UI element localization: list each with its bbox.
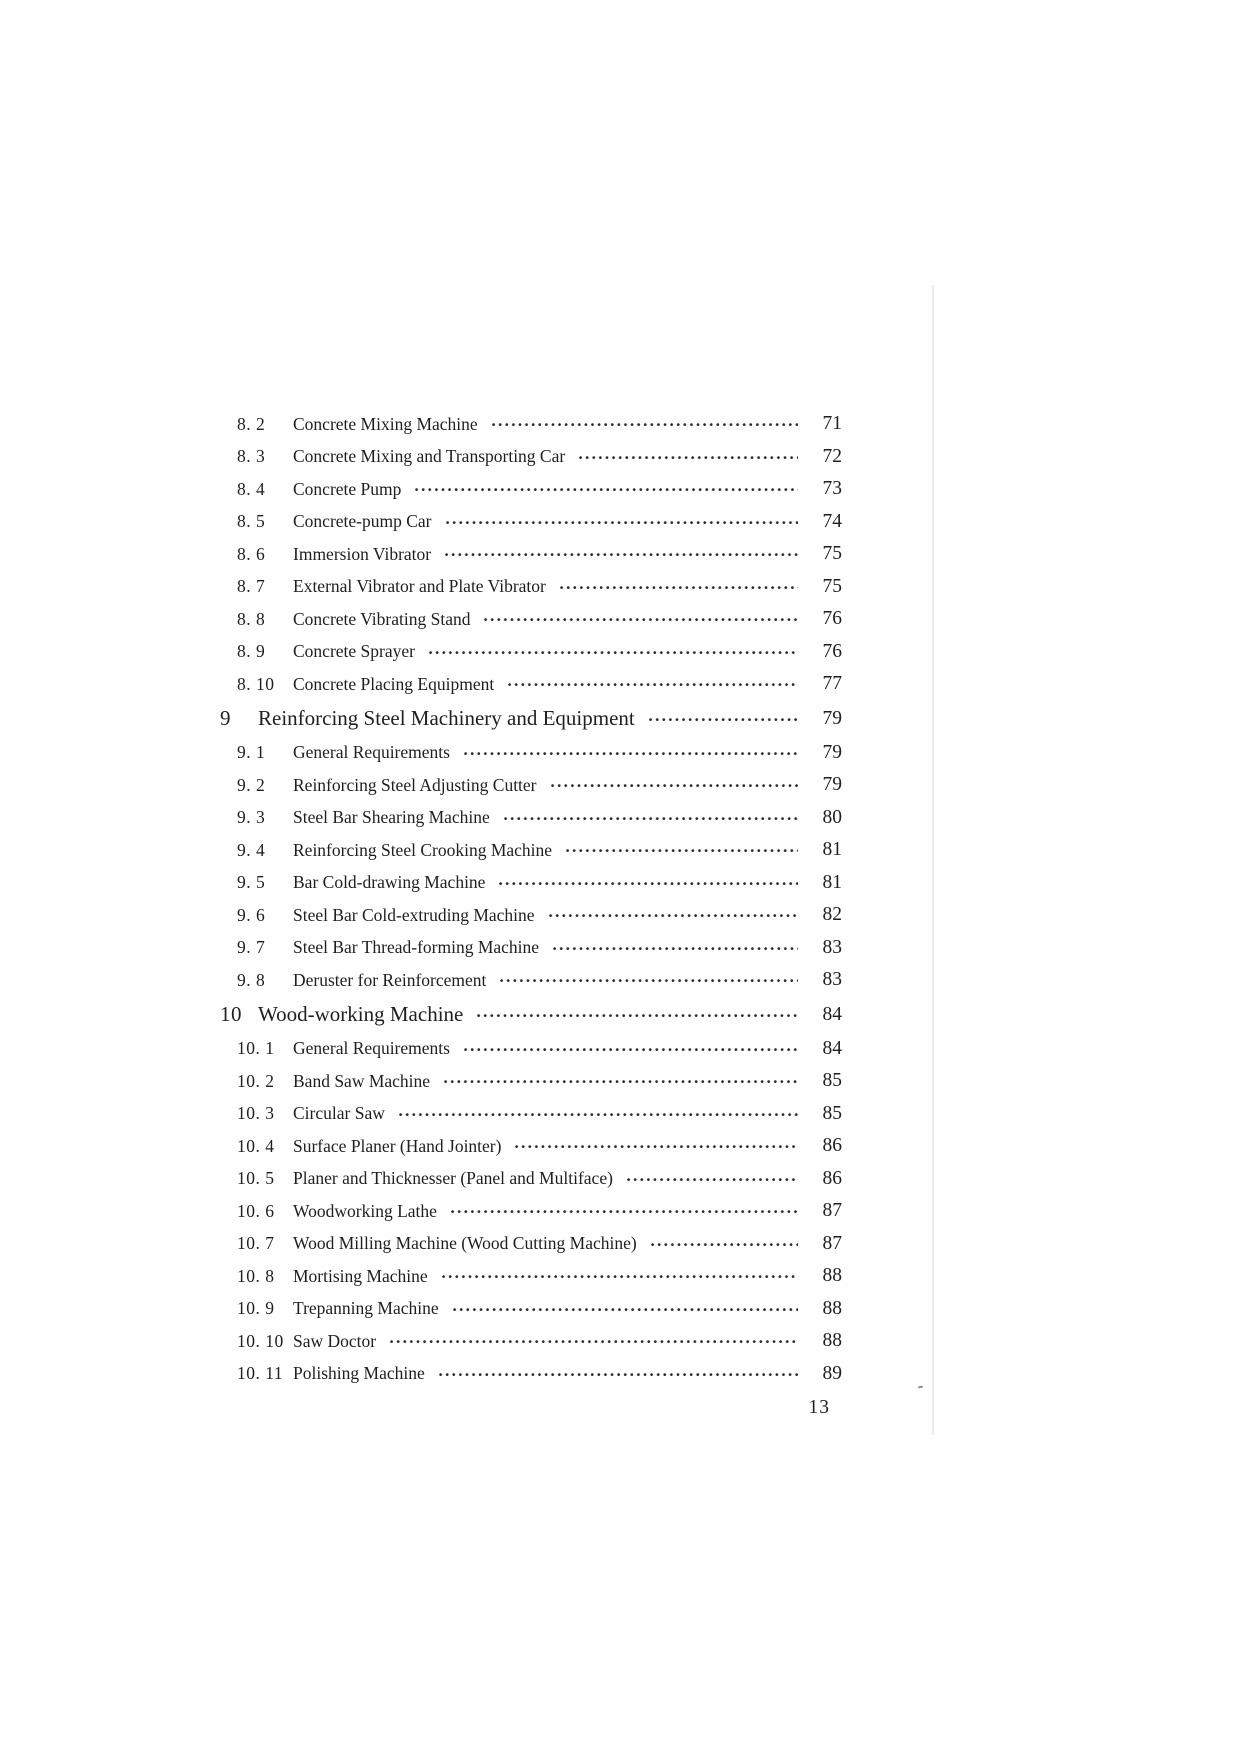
toc-entry-page: 75 <box>822 543 842 565</box>
toc-entry-page: 80 <box>822 806 842 828</box>
toc-entry-title: General Requirements <box>293 742 450 763</box>
toc-entry-page: 79 <box>822 707 842 729</box>
toc-entry-row <box>220 408 842 441</box>
toc-entry-row <box>220 802 842 835</box>
toc-entry-title: Deruster for Reinforcement <box>293 969 487 990</box>
toc-entry-title: Reinforcing Steel Adjusting Cutter <box>293 774 537 795</box>
toc-entry-title: Steel Bar Shearing Machine <box>293 807 490 828</box>
dotted-leader <box>508 683 798 687</box>
scan-speck-artifact <box>918 1386 923 1389</box>
toc-entry-number: 10. 1 <box>237 1038 275 1059</box>
dotted-leader <box>499 882 798 886</box>
toc-entry-number: 8. 7 <box>237 576 266 597</box>
toc-entry-page: 87 <box>822 1200 842 1222</box>
toc-entry-row <box>220 636 842 669</box>
toc-entry-title: Polishing Machine <box>293 1363 425 1384</box>
dotted-leader <box>649 718 798 722</box>
toc-entry-row <box>220 538 842 571</box>
toc-entry-page: 88 <box>822 1265 842 1287</box>
toc-entry-row <box>220 1325 842 1358</box>
toc-entry-page: 76 <box>822 608 842 630</box>
toc-entry-number: 8. 9 <box>237 641 266 662</box>
toc-entry-page: 88 <box>822 1330 842 1352</box>
toc-entry-number: 9. 4 <box>237 839 266 860</box>
toc-entry-title: Band Saw Machine <box>293 1070 431 1091</box>
toc-entry-page: 84 <box>822 1037 842 1059</box>
toc-entry-page: 86 <box>822 1167 842 1189</box>
toc-entry-row <box>220 1195 842 1228</box>
toc-entry-number: 9. 3 <box>237 807 266 828</box>
toc-entry-page: 79 <box>822 741 842 763</box>
toc-entry-title: Mortising Machine <box>293 1265 428 1286</box>
toc-entry-title: Wood-working Machine <box>258 1002 464 1026</box>
toc-entry-row <box>220 701 842 737</box>
toc-entry-row <box>220 867 842 900</box>
toc-entry-row <box>220 1098 842 1131</box>
toc-entry-page: 77 <box>822 673 842 695</box>
dotted-leader <box>553 947 798 951</box>
toc-entry-page: 82 <box>822 904 842 926</box>
toc-entry-page: 73 <box>822 478 842 500</box>
toc-entry-row <box>220 668 842 701</box>
toc-entry-row <box>220 1293 842 1326</box>
toc-entry-row <box>220 1260 842 1293</box>
toc-entry-number: 10. 2 <box>237 1070 275 1091</box>
toc-entry-title: Reinforcing Steel Crooking Machine <box>293 839 553 860</box>
toc-entry-title: General Requirements <box>293 1038 450 1059</box>
dotted-leader <box>515 1145 798 1149</box>
dotted-leader <box>549 914 798 918</box>
toc-entry-row <box>220 506 842 539</box>
toc-entry-number: 9. 1 <box>237 742 266 763</box>
toc-entry-row <box>220 1163 842 1196</box>
toc-entry-page: 74 <box>822 510 842 532</box>
dotted-leader <box>429 651 798 655</box>
toc-entry-number: 9. 8 <box>237 969 266 990</box>
toc-entry-number: 10. 10 <box>237 1330 284 1351</box>
dotted-leader <box>560 586 798 590</box>
toc-entry-number: 9. 7 <box>237 937 266 958</box>
toc-entry-title: External Vibrator and Plate Vibrator <box>293 576 546 597</box>
toc-entry-number: 9. 6 <box>237 904 266 925</box>
toc-entry-row <box>220 932 842 965</box>
dotted-leader <box>444 1080 798 1084</box>
toc-entry-number: 10. 4 <box>237 1135 275 1156</box>
toc-entry-page: 85 <box>822 1102 842 1124</box>
toc-entry-title: Concrete Mixing and Transporting Car <box>293 446 566 467</box>
toc-entry-row <box>220 834 842 867</box>
toc-entry-row <box>220 1228 842 1261</box>
dotted-leader <box>551 784 798 788</box>
toc-entry-number: 8. 3 <box>237 446 266 467</box>
dotted-leader <box>439 1373 798 1377</box>
toc-entry-row <box>220 1033 842 1066</box>
toc-entry-row <box>220 603 842 636</box>
toc-entry-title: Immersion Vibrator <box>293 543 432 564</box>
toc-entry-number: 8. 8 <box>237 608 266 629</box>
dotted-leader <box>453 1308 798 1312</box>
toc-entry-number: 9. 5 <box>237 872 266 893</box>
toc-entry-number: 8. 5 <box>237 511 266 532</box>
toc-entry-page: 86 <box>822 1135 842 1157</box>
dotted-leader <box>442 1275 798 1279</box>
dotted-leader <box>579 456 798 460</box>
folio-page-number: 13 <box>808 1397 830 1418</box>
dotted-leader <box>445 553 798 557</box>
dotted-leader <box>500 979 798 983</box>
toc-entry-page: 76 <box>822 640 842 662</box>
dotted-leader <box>464 752 798 756</box>
toc-entry-page: 71 <box>822 413 842 435</box>
toc-entry-number: 10 <box>220 1002 242 1026</box>
toc-entry-number: 10. 7 <box>237 1233 275 1254</box>
toc-entry-number: 10. 5 <box>237 1168 275 1189</box>
toc-entry-page: 87 <box>822 1232 842 1254</box>
toc-entry-number: 8. 6 <box>237 543 266 564</box>
toc-entry-title: Concrete Sprayer <box>293 641 415 662</box>
toc-entry-number: 10. 11 <box>237 1363 284 1384</box>
toc-entry-row <box>220 571 842 604</box>
toc-list <box>220 408 842 1390</box>
toc-entry-number: 10. 9 <box>237 1298 275 1319</box>
dotted-leader <box>415 488 798 492</box>
toc-entry-number: 8. 4 <box>237 478 266 499</box>
dotted-leader <box>477 1014 798 1018</box>
toc-entry-row <box>220 964 842 997</box>
toc-entry-page: 85 <box>822 1070 842 1092</box>
toc-entry-row <box>220 441 842 474</box>
toc-entry-title: Reinforcing Steel Machinery and Equipment <box>258 706 635 730</box>
toc-entry-title: Surface Planer (Hand Jointer) <box>293 1135 502 1156</box>
toc-entry-number: 10. 8 <box>237 1265 275 1286</box>
toc-entry-number: 9 <box>220 706 231 730</box>
toc-entry-page: 84 <box>822 1003 842 1025</box>
toc-entry-page: 75 <box>822 575 842 597</box>
toc-entry-row <box>220 737 842 770</box>
toc-entry-page: 89 <box>822 1362 842 1384</box>
dotted-leader <box>651 1243 798 1247</box>
dotted-leader <box>566 849 798 853</box>
toc-entry-number: 8. 10 <box>237 673 275 694</box>
dotted-leader <box>627 1178 798 1182</box>
toc-entry-page: 88 <box>822 1297 842 1319</box>
toc-entry-title: Concrete Pump <box>293 478 402 499</box>
toc-entry-page: 72 <box>822 445 842 467</box>
dotted-leader <box>464 1048 798 1052</box>
toc-entry-title: Concrete-pump Car <box>293 511 432 532</box>
toc-entry-title: Planer and Thicknesser (Panel and Multiface) <box>293 1168 613 1189</box>
toc-entry-title: Saw Doctor <box>293 1330 377 1351</box>
toc-entry-row <box>220 997 842 1033</box>
toc-entry-title: Trepanning Machine <box>293 1298 439 1319</box>
toc-entry-title: Bar Cold-drawing Machine <box>293 872 486 893</box>
toc-entry-number: 8. 2 <box>237 413 266 434</box>
toc-entry-title: Wood Milling Machine (Wood Cutting Machine) <box>293 1233 637 1254</box>
toc-entry-row <box>220 769 842 802</box>
toc-entry-row <box>220 1130 842 1163</box>
toc-entry-title: Concrete Placing Equipment <box>293 673 495 694</box>
toc-entry-page: 83 <box>822 969 842 991</box>
dotted-leader <box>399 1113 798 1117</box>
dotted-leader <box>492 423 798 427</box>
toc-entry-title: Concrete Mixing Machine <box>293 413 478 434</box>
dotted-leader <box>451 1210 798 1214</box>
toc-entry-page: 83 <box>822 936 842 958</box>
toc-entry-page: 81 <box>822 871 842 893</box>
toc-entry-number: 9. 2 <box>237 774 266 795</box>
toc-entry-row <box>220 1358 842 1391</box>
toc-entry-title: Concrete Vibrating Stand <box>293 608 471 629</box>
toc-entry-page: 79 <box>822 774 842 796</box>
dotted-leader <box>504 817 798 821</box>
toc-entry-number: 10. 6 <box>237 1200 275 1221</box>
scan-edge-artifact <box>932 285 934 1435</box>
dotted-leader <box>446 521 799 525</box>
toc-entry-row <box>220 1065 842 1098</box>
toc-entry-title: Steel Bar Cold-extruding Machine <box>293 904 535 925</box>
toc-entry-page: 81 <box>822 839 842 861</box>
toc-entry-title: Steel Bar Thread-forming Machine <box>293 937 540 958</box>
toc-entry-title: Circular Saw <box>293 1103 385 1124</box>
toc-entry-row <box>220 473 842 506</box>
toc-entry-number: 10. 3 <box>237 1103 275 1124</box>
toc-entry-row <box>220 899 842 932</box>
dotted-leader <box>390 1340 798 1344</box>
dotted-leader <box>484 618 798 622</box>
toc-entry-title: Woodworking Lathe <box>293 1200 437 1221</box>
